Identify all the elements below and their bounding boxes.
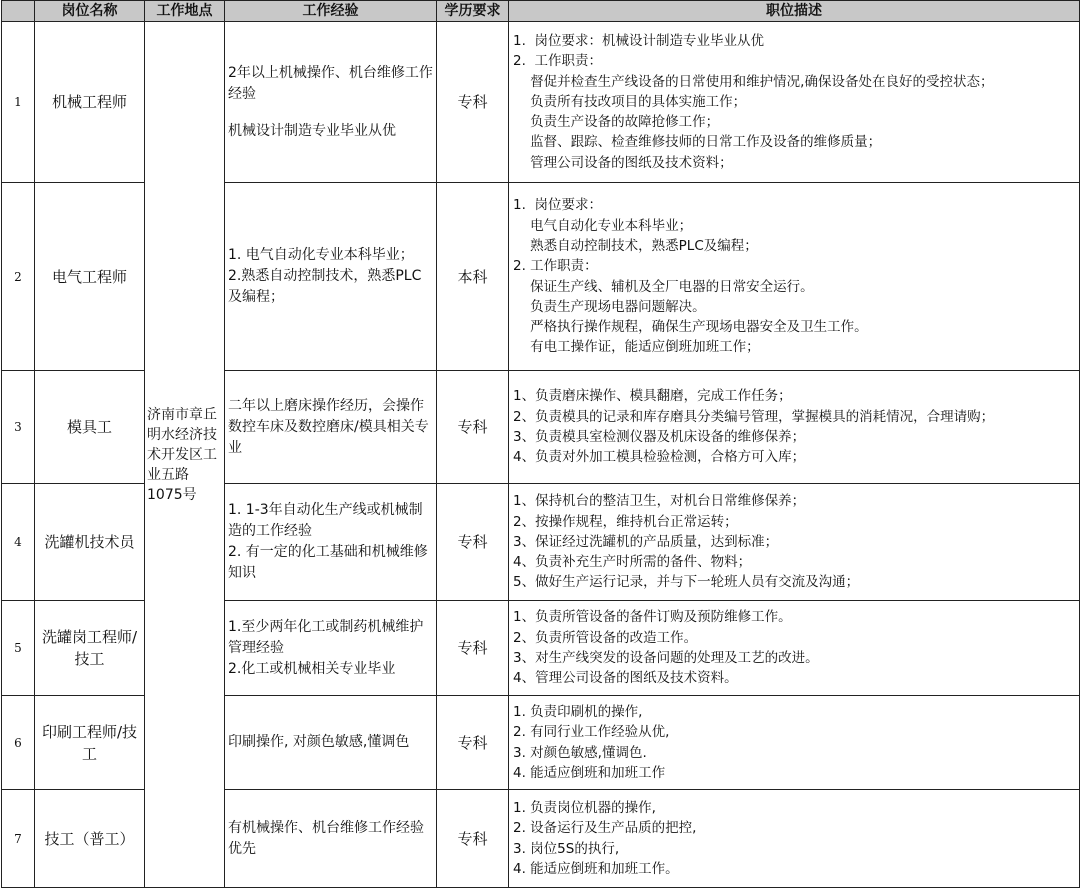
description-line: 4. 能适应倒班和加班工作 <box>513 764 666 781</box>
description-line: 3、负责模具室检测仪器及机床设备的维修保养； <box>513 429 806 445</box>
education-requirement: 专科 <box>437 22 509 183</box>
description-line: 负责所有技改项目的具体实施工作； <box>513 93 747 110</box>
row-number: 1 <box>2 22 35 183</box>
header-description: 职位描述 <box>509 1 1080 22</box>
description-line: 4、负责对外加工模具检验检测，合格方可入库； <box>513 449 806 466</box>
description-line: 2、负责模具的记录和库存磨具分类编号管理，掌握模具的消耗情况，合理请购； <box>513 408 995 425</box>
experience-line: 2.化工或机械相关专业毕业 <box>228 660 396 677</box>
description-line: 保证生产线、辅机及全厂电器的日常安全运行。 <box>513 278 814 295</box>
job-title: 技工（普工） <box>35 790 145 888</box>
description-line: 3、保证经过洗罐机的产品质量，达到标准； <box>513 533 779 550</box>
description-cell <box>509 484 1080 601</box>
education-requirement: 专科 <box>437 696 509 790</box>
job-title: 印刷工程师/技工 <box>35 696 145 790</box>
description-cell <box>509 696 1080 790</box>
header-blank <box>2 1 35 22</box>
description-line: 1. 负责印刷机的操作, <box>513 703 643 720</box>
education-requirement: 专科 <box>437 484 509 601</box>
education-requirement: 专科 <box>437 371 509 484</box>
description-line: 2. 有同行业工作经验从优, <box>513 724 670 741</box>
experience-cell <box>225 790 437 888</box>
description-line: 负责生产设备的故障抢修工作； <box>513 114 720 131</box>
description-line: 2. 工作职责： <box>513 258 598 275</box>
job-title: 机械工程师 <box>35 22 145 183</box>
description-line: 3、对生产线突发的设备问题的处理及工艺的改进。 <box>513 650 819 666</box>
experience-line: 机械设计制造专业毕业从优 <box>228 122 396 139</box>
row-number: 5 <box>2 601 35 696</box>
experience-line: 1. 1-3年自动化生产线或机械制造的工作经验 <box>228 502 423 539</box>
description-line: 负责生产现场电器问题解决。 <box>513 298 706 315</box>
experience-line: 二年以上磨床操作经历，会操作数控车床及数控磨床/模具相关专业 <box>228 397 429 456</box>
row-number: 6 <box>2 696 35 790</box>
header-row <box>2 1 1080 22</box>
row-number: 7 <box>2 790 35 888</box>
experience-cell <box>225 601 437 696</box>
description-line: 4. 能适应倒班和加班工作。 <box>513 860 679 877</box>
education-requirement: 专科 <box>437 601 509 696</box>
description-line: 2、按操作规程，维持机台正常运转； <box>513 513 738 530</box>
description-line: 管理公司设备的图纸及技术资料； <box>513 154 733 171</box>
experience-line: 有机械操作、机台维修工作经验优先 <box>228 819 424 857</box>
job-title: 模具工 <box>35 371 145 484</box>
header-experience: 工作经验 <box>225 1 437 22</box>
education-requirement: 专科 <box>437 790 509 888</box>
description-line: 电气自动化专业本科毕业； <box>513 217 693 234</box>
job-title: 电气工程师 <box>35 183 145 371</box>
description-line: 1. 岗位要求：机械设计制造专业毕业从优 <box>513 32 764 49</box>
row-number: 2 <box>2 183 35 371</box>
description-line: 3. 对颜色敏感,懂调色. <box>513 744 647 761</box>
description-line: 1、负责磨床操作、模具翻磨，完成工作任务； <box>513 388 792 405</box>
table-row <box>2 22 1080 183</box>
experience-cell <box>225 183 437 371</box>
description-cell <box>509 371 1080 484</box>
description-line: 熟悉自动控制技术，熟悉PLC及编程； <box>513 237 758 254</box>
experience-line: 2年以上机械操作、机台维修工作经验 <box>228 64 433 102</box>
experience-cell <box>225 22 437 183</box>
description-line: 2. 工作职责： <box>513 53 602 70</box>
education-requirement: 本科 <box>437 183 509 371</box>
description-line: 2、负责所管设备的改造工作。 <box>513 629 698 646</box>
header-title: 岗位名称 <box>35 1 145 22</box>
experience-line: 2. 有一定的化工基础和机械维修知识 <box>228 544 428 581</box>
experience-line: 印刷操作, 对颜色敏感,懂调色 <box>228 734 410 750</box>
description-line: 3. 岗位5S的执行, <box>513 840 620 857</box>
description-line: 1. 岗位要求： <box>513 197 602 214</box>
description-line: 督促并检查生产线设备的日常使用和维护情况,确保设备处在良好的受控状态； <box>513 73 994 90</box>
experience-line: 2.熟悉自动控制技术，熟悉PLC及编程； <box>228 268 422 305</box>
experience-line: 1.至少两年化工或制药机械维护管理经验 <box>228 618 424 656</box>
row-number: 4 <box>2 484 35 601</box>
job-table <box>1 0 1080 888</box>
experience-line <box>228 105 433 121</box>
description-cell <box>509 601 1080 696</box>
header-location: 工作地点 <box>145 1 225 22</box>
row-number: 3 <box>2 371 35 484</box>
description-line: 1. 负责岗位机器的操作, <box>513 799 656 816</box>
description-line: 有电工操作证，能适应倒班加班工作； <box>513 339 760 356</box>
header-education: 学历要求 <box>437 1 509 22</box>
job-title: 洗罐机技术员 <box>35 484 145 601</box>
work-location: 济南市章丘明水经济技术开发区工业五路1075号 <box>145 22 225 888</box>
description-line: 4、负责补充生产时所需的备件、物料； <box>513 554 752 571</box>
description-line: 严格执行操作规程，确保生产现场电器安全及卫生工作。 <box>513 319 868 336</box>
description-line: 5、做好生产运行记录，并与下一轮班人员有交流及沟通； <box>513 574 860 591</box>
description-cell <box>509 22 1080 183</box>
description-line: 4、管理公司设备的图纸及技术资料。 <box>513 670 738 687</box>
experience-line: 1. 电气自动化专业本科毕业； <box>228 247 414 263</box>
description-line: 监督、跟踪、检查维修技师的日常工作及设备的维修质量； <box>513 134 882 151</box>
description-line: 1、负责所管设备的备件订购及预防维修工作。 <box>513 609 792 626</box>
experience-cell <box>225 484 437 601</box>
description-line: 2. 设备运行及生产品质的把控, <box>513 820 697 837</box>
description-cell <box>509 183 1080 371</box>
description-cell <box>509 790 1080 888</box>
experience-cell <box>225 696 437 790</box>
description-line: 1、保持机台的整洁卫生，对机台日常维修保养； <box>513 493 806 510</box>
job-title: 洗罐岗工程师/技工 <box>35 601 145 696</box>
experience-cell <box>225 371 437 484</box>
